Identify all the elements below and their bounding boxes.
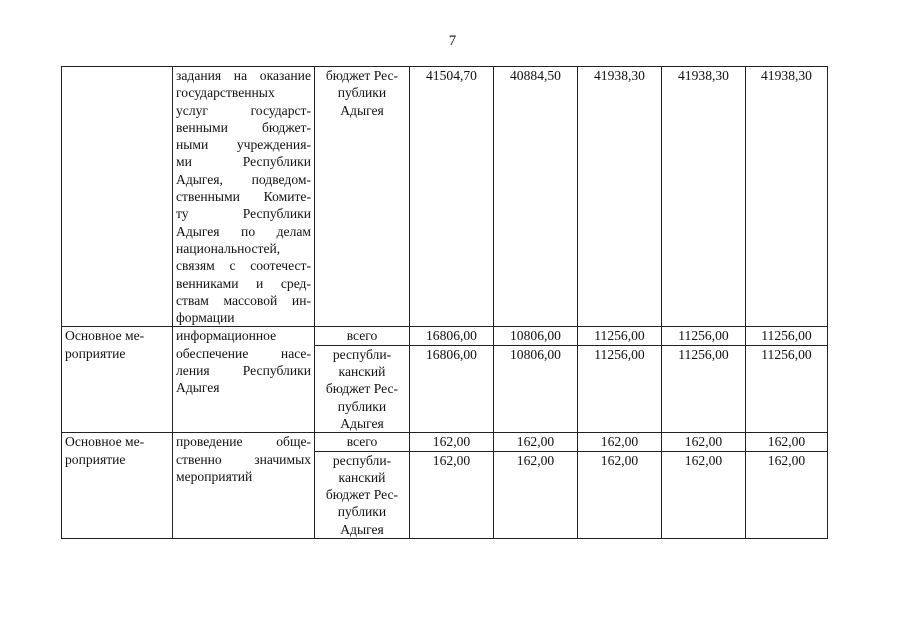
funding-source-cell: бюджет Рес- публики Адыгея <box>315 67 410 327</box>
text-line: информационное <box>176 328 277 344</box>
table-row <box>62 327 828 345</box>
text-line: связям с соотечест- <box>176 258 311 274</box>
table-row <box>62 433 828 451</box>
text-line: проведение обще- <box>176 434 311 450</box>
budget-table <box>61 66 828 539</box>
value-cell: 11256,00 <box>746 345 828 432</box>
value-cell: 162,00 <box>662 433 746 451</box>
text-line: Адыгея, подведом- <box>176 171 311 187</box>
value-cell: 162,00 <box>410 433 494 451</box>
text-line: ственно значимых <box>176 451 311 467</box>
value-cell: 162,00 <box>494 433 578 451</box>
text-line: задания на оказание <box>176 68 311 83</box>
event-name-cell <box>173 67 315 327</box>
value-cell: 162,00 <box>410 451 494 538</box>
text-line: ственными Комите- <box>176 189 311 205</box>
event-name-cell <box>173 433 315 539</box>
event-type-cell <box>62 67 173 327</box>
value-cell: 162,00 <box>746 451 828 538</box>
text-line: национальностей, <box>176 240 281 256</box>
text-line: Адыгея по делам <box>176 223 311 239</box>
funding-source-cell: республи- канский бюджет Рес- публики Адыгея <box>315 451 410 538</box>
value-cell: 16806,00 <box>410 345 494 432</box>
table-row <box>62 67 828 327</box>
text-line: формации <box>176 310 235 326</box>
text-line: ту Республики <box>176 206 311 222</box>
text-line: Адыгея <box>176 380 220 396</box>
text-line: венниками и сред- <box>176 275 311 291</box>
funding-source-cell: республи- канский бюджет Рес- публики Адыгея <box>315 345 410 432</box>
text-line: венными бюджет- <box>176 119 311 135</box>
value-cell: 11256,00 <box>578 345 662 432</box>
text-line: мероприятий <box>176 468 253 484</box>
value-cell: 11256,00 <box>662 345 746 432</box>
event-type-cell: Основное ме- роприятие <box>62 433 173 539</box>
text-line: обеспечение насе- <box>176 345 311 361</box>
value-cell: 41938,30 <box>746 67 828 327</box>
funding-source-cell: всего <box>315 433 410 451</box>
event-name-cell <box>173 327 315 433</box>
value-cell: 10806,00 <box>494 345 578 432</box>
value-cell: 41938,30 <box>578 67 662 327</box>
value-cell: 162,00 <box>746 433 828 451</box>
value-cell: 10806,00 <box>494 327 578 345</box>
page-number: 7 <box>448 33 457 49</box>
text-line: ными учреждения- <box>176 137 311 153</box>
text-line: ми Республики <box>176 154 311 170</box>
value-cell: 162,00 <box>578 451 662 538</box>
text-line: ствам массовой ин- <box>176 292 311 308</box>
text-line: услуг государст- <box>176 102 311 118</box>
text-line: ления Республики <box>176 363 311 379</box>
funding-source-cell: всего <box>315 327 410 345</box>
value-cell: 40884,50 <box>494 67 578 327</box>
value-cell: 11256,00 <box>578 327 662 345</box>
value-cell: 11256,00 <box>746 327 828 345</box>
value-cell: 162,00 <box>578 433 662 451</box>
event-type-cell: Основное ме- роприятие <box>62 327 173 433</box>
value-cell: 162,00 <box>494 451 578 538</box>
value-cell: 162,00 <box>662 451 746 538</box>
text-line: государственных <box>176 85 275 101</box>
value-cell: 11256,00 <box>662 327 746 345</box>
value-cell: 16806,00 <box>410 327 494 345</box>
value-cell: 41938,30 <box>662 67 746 327</box>
value-cell: 41504,70 <box>410 67 494 327</box>
